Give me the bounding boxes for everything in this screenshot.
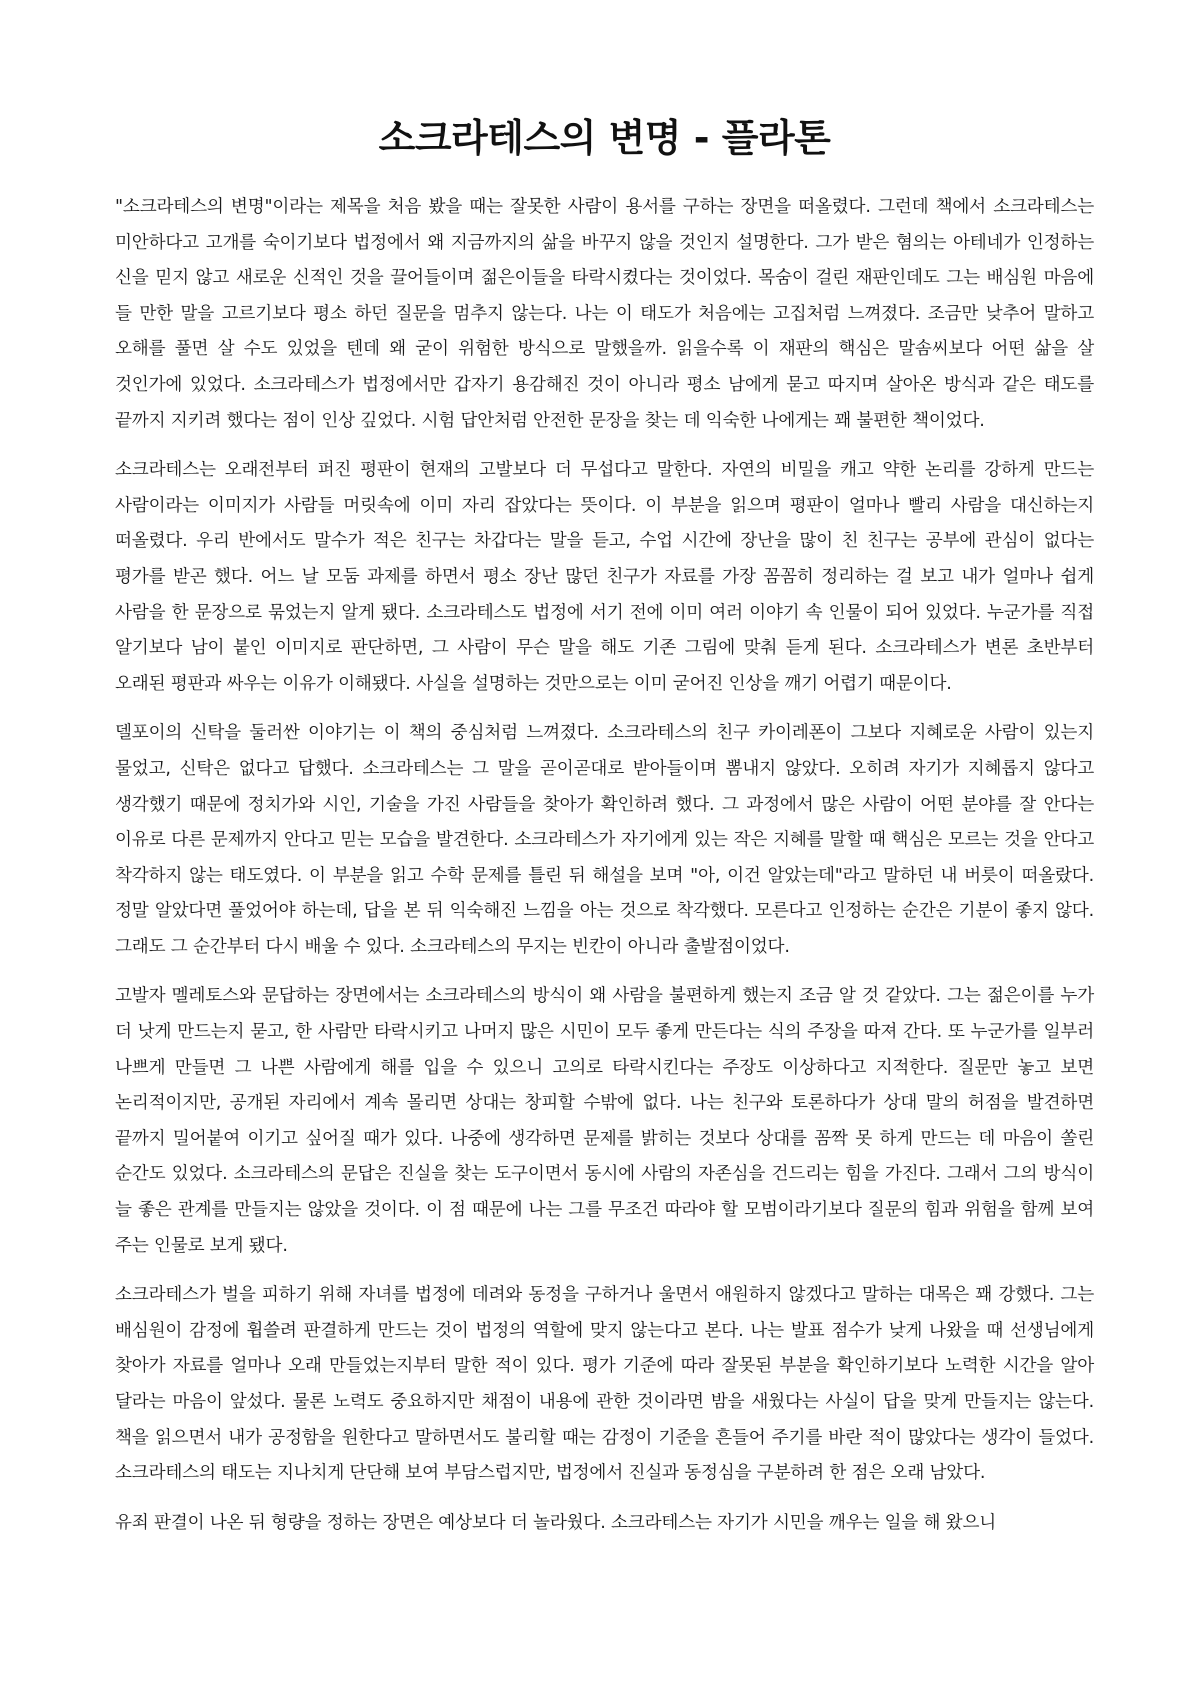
paragraph-6: 유죄 판결이 나온 뒤 형량을 정하는 장면은 예상보다 더 놀라웠다. 소크라테스는 자기가 시민을 깨우는 일을 해 왔으니 (115, 1512, 997, 1533)
document-title: 소크라테스의 변명 - 플라톤 (378, 116, 831, 160)
paragraph-1: "소크라테스의 변명"이라는 제목을 처음 봤을 때는 잘못한 사람이 용서를 구하는 장면을 떠올렸다. 그런데 책에서 소크라테스는 미안하다고 고개를 숙이기보다 법정에서 왜 지금까지의 삶을 바꾸지 않을 것인지 설명한다. 그가 받은 혐의는 아테네가 인정하는 신을 믿지 않고 새로운 신적인 것을 끌어들이며 젊은이들을 타락시켰다는 것이었다. 목숨이 걸린 재판인데도 그는 배심원 마음에 들 만한 말을 고르기보다 평소 하던 질문을 멈추지 않는다. 나는 이 태도가 처음에는 고집처럼 느껴졌다. 조금만 낮추어 말하고 오해를 풀면 살 수도 있었을 텐데 왜 굳이 위험한 방식으로 말했을까. 읽을수록 이 재판의 핵심은 말솜씨보다 어떤 삶을 살 것인가에 있었다. 소크라테스가 법정에서만 갑자기 용감해진 것이 아니라 평소 남에게 묻고 따지며 살아온 방식과 같은 태도를 끝까지 지키려 했다는 점이 인상 깊었다. 시험 답안처럼 안전한 문장을 찾는 데 익숙한 나에게는 꽤 불편한 책이었다. (115, 197, 1094, 431)
paragraph-3: 델포이의 신탁을 둘러싼 이야기는 이 책의 중심처럼 느껴졌다. 소크라테스의 친구 카이레폰이 그보다 지혜로운 사람이 있는지 물었고, 신탁은 없다고 답했다. 소크라테스는 그 말을 곧이곧대로 받아들이며 뽐내지 않았다. 오히려 자기가 지혜롭지 않다고 생각했기 때문에 정치가와 시인, 기술을 가진 사람들을 찾아가 확인하려 했다. 그 과정에서 많은 사람이 어떤 분야를 잘 안다는 이유로 다른 문제까지 안다고 믿는 모습을 발견한다. 소크라테스가 자기에게 있는 작은 지혜를 말할 때 핵심은 모르는 것을 안다고 착각하지 않는 태도였다. 이 부분을 읽고 수학 문제를 틀린 뒤 해설을 보며 "아, 이건 알았는데"라고 말하던 내 버릇이 떠올랐다. 정말 알았다면 풀었어야 하는데, 답을 본 뒤 익숙해진 느낌을 아는 것으로 착각했다. 모른다고 인정하는 순간은 기분이 좋지 않다. 그래도 그 순간부터 다시 배울 수 있다. 소크라테스의 무지는 빈칸이 아니라 출발점이었다. (115, 723, 1094, 957)
paragraph-2: 소크라테스는 오래전부터 퍼진 평판이 현재의 고발보다 더 무섭다고 말한다. 자연의 비밀을 캐고 약한 논리를 강하게 만드는 사람이라는 이미지가 사람들 머릿속에 이미 자리 잡았다는 뜻이다. 이 부분을 읽으며 평판이 얼마나 빨리 사람을 대신하는지 떠올렸다. 우리 반에서도 말수가 적은 친구는 차갑다는 말을 듣고, 수업 시간에 장난을 많이 친 친구는 공부에 관심이 없다는 평가를 받곤 했다. 어느 날 모둠 과제를 하면서 평소 장난 많던 친구가 자료를 가장 꼼꼼히 정리하는 걸 보고 내가 얼마나 쉽게 사람을 한 문장으로 묶었는지 알게 됐다. 소크라테스도 법정에 서기 전에 이미 여러 이야기 속 인물이 되어 있었다. 누군가를 직접 알기보다 남이 붙인 이미지로 판단하면, 그 사람이 무슨 말을 해도 기존 그림에 맞춰 듣게 된다. 소크라테스가 변론 초반부터 오래된 평판과 싸우는 이유가 이해됐다. 사실을 설명하는 것만으로는 이미 굳어진 인상을 깨기 어렵기 때문이다. (115, 460, 1094, 694)
paragraph-4: 고발자 멜레토스와 문답하는 장면에서는 소크라테스의 방식이 왜 사람을 불편하게 했는지 조금 알 것 같았다. 그는 젊은이를 누가 더 낫게 만드는지 묻고, 한 사람만 타락시키고 나머지 많은 시민이 모두 좋게 만든다는 식의 주장을 따져 간다. 또 누군가를 일부러 나쁘게 만들면 그 나쁜 사람에게 해를 입을 수 있으니 고의로 타락시킨다는 주장도 이상하다고 지적한다. 질문만 놓고 보면 논리적이지만, 공개된 자리에서 계속 몰리면 상대는 창피할 수밖에 없다. 나는 친구와 토론하다가 상대 말의 허점을 발견하면 끝까지 밀어붙여 이기고 싶어질 때가 있다. 나중에 생각하면 문제를 밝히는 것보다 상대를 꼼짝 못 하게 만드는 데 마음이 쏠린 순간도 있었다. 소크라테스의 문답은 진실을 찾는 도구이면서 동시에 사람의 자존심을 건드리는 힘을 가진다. 그래서 그의 방식이 늘 좋은 관계를 만들지는 않았을 것이다. 이 점 때문에 나는 그를 무조건 따라야 할 모범이라기보다 질문의 힘과 위험을 함께 보여 주는 인물로 보게 됐다. (115, 986, 1094, 1256)
paragraph-5: 소크라테스가 벌을 피하기 위해 자녀를 법정에 데려와 동정을 구하거나 울면서 애원하지 않겠다고 말하는 대목은 꽤 강했다. 그는 배심원이 감정에 휩쓸려 판결하게 만드는 것이 법정의 역할에 맞지 않는다고 본다. 나는 발표 점수가 낮게 나왔을 때 선생님에게 찾아가 자료를 얼마나 오래 만들었는지부터 말한 적이 있다. 평가 기준에 따라 잘못된 부분을 확인하기보다 노력한 시간을 알아 달라는 마음이 앞섰다. 물론 노력도 중요하지만 채점이 내용에 관한 것이라면 밤을 새웠다는 사실이 답을 맞게 만들지는 않는다. 책을 읽으면서 내가 공정함을 원한다고 말하면서도 불리할 때는 감정이 기준을 흔들어 주기를 바란 적이 많았다는 생각이 들었다. 소크라테스의 태도는 지나치게 단단해 보여 부담스럽지만, 법정에서 진실과 동정심을 구분하려 한 점은 오래 남았다. (115, 1285, 1094, 1484)
